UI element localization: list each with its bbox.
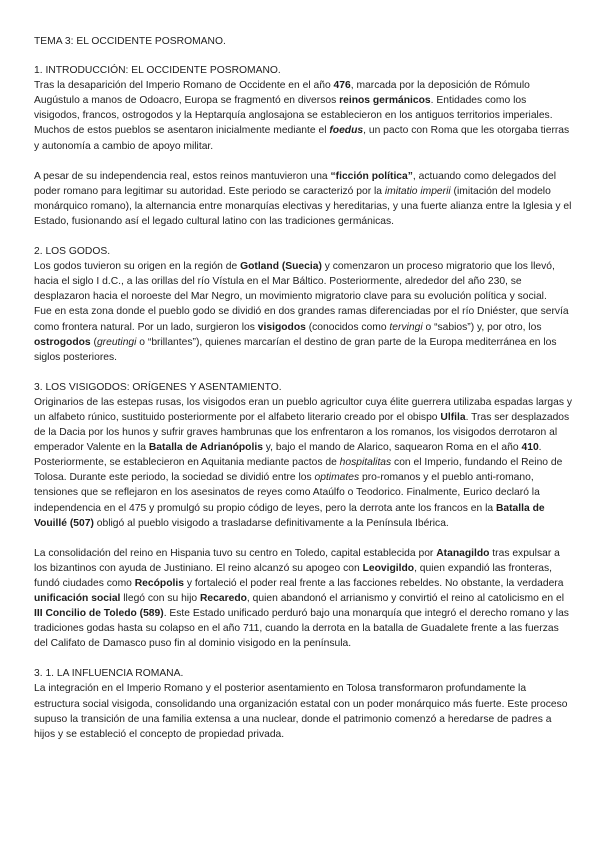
document-title: TEMA 3: EL OCCIDENTE POSROMANO. bbox=[34, 36, 226, 47]
section-heading-introduccion: 1. INTRODUCCIÓN: EL OCCIDENTE POSROMANO. bbox=[34, 65, 281, 77]
paragraph: La consolidación del reino en Hispania tuvo su centro en Toledo, capital establecida por Atanagildo tras expulsar a los bizantinos con ayuda de Justiniano. El reino alcanzó su apogeo con Leovigildo, quien expandió las fronteras, fundó ciudades como Recópolis y fortaleció el poder real frente a las facciones rebeldes. No obstante, la verdadera unificación social llegó con su hijo Recaredo, quien abandonó el arrianismo y convirtió el reino al catolicismo en el III Concilio de Toledo (589). Este Estado unificado perduró bajo una monarquía que integró el derecho romano y las tradiciones godas hasta su colapso en el año 711, cuando la derrota en la batalla de Guadalete frente a las fuerzas del Califato de Damasco puso fin al dominio visigodo en la península. bbox=[34, 547, 569, 650]
paragraph: La integración en el Imperio Romano y el posterior asentamiento en Tolosa transformaron profundamente la estructura social visigoda, consolidando una organización estatal con un poder monárquico más fuerte. Este proceso supuso la transición de una familia extensa a una nuclear, donde el patrimonio comenzó a heredarse de padres a hijos y se estableció el concepto de propiedad privada. bbox=[34, 683, 568, 740]
paragraph: Fue en esta zona donde el pueblo godo se dividió en dos grandes ramas diferenciadas por el río Dniéster, que servía como frontera natural. Por un lado, surgieron los visigodos (conocidos como tervingi o “sabios”) y, por otro, los ostrogodos (greutingi o “brillantes”), quienes marcarían el destino de gran parte de la Europa mediterránea en los siglos posteriores. bbox=[34, 306, 569, 363]
paragraph: Los godos tuvieron su origen en la región de Gotland (Suecia) y comenzaron un proceso migratorio que los llevó, hacia el siglo I d.C., a las orillas del río Vístula en el Mar Báltico. Posteriormente, alrededor del año 230, se desplazaron hacia el noroeste del Mar Negro, un movimiento migratorio clave para su evolución política y social. bbox=[34, 261, 555, 303]
paragraph: Originarios de las estepas rusas, los visigodos eran un pueblo agricultor cuya élite guerrera utilizaba espadas largas y un alfabeto rúnico, sustituido posteriormente por el alfabeto literario creado por el obispo Ulfila. Tras ser desplazados de la Dacia por los hunos y sufrir graves hambrunas que los enfrentaron a los romanos, los visigodos derrotaron al emperador Valente en la Batalla de Adrianópolis y, bajo el mando de Alarico, saquearon Roma en el año 410. Posteriormente, se establecieron en Aquitania mediante pactos de hospitalitas con el Imperio, fundando el Reino de Tolosa. Durante este periodo, la sociedad se dividió entre los optimates pro-romanos y el pueblo anti-romano, tensiones que se reflejaron en los asesinatos de reyes como Ataúlfo o Teodorico. Finalmente, Eurico declaró la independencia en el 475 y promulgó su propio código de leyes, pero la derrota ante los francos en la Batalla de Vouillé (507) obligó al pueblo visigodo a trasladarse definitivamente a la Península Ibérica. bbox=[34, 396, 573, 529]
section-heading-visigodos: 3. LOS VISIGODOS: ORÍGENES Y ASENTAMIENTO. bbox=[34, 381, 282, 393]
section-heading-influencia-romana: 3. 1. LA INFLUENCIA ROMANA. bbox=[34, 668, 184, 680]
paragraph: Tras la desaparición del Imperio Romano de Occidente en el año 476, marcada por la deposición de Rómulo Augústulo a manos de Odoacro, Europa se fragmentó en diversos reinos germánicos. Entidades como los visigodos, francos, ostrogodos y la Heptarquía anglosajona se establecieron en los antiguos territorios imperiales. Muchos de estos pueblos se asentaron inicialmente mediante el foedus, un pacto con Roma que les otorgaba tierras y autonomía a cambio de apoyo militar. bbox=[34, 80, 570, 152]
paragraph: A pesar de su independencia real, estos reinos mantuvieron una “ficción política”, actuando como delegados del poder romano para legitimar su autoridad. Este periodo se caracterizó por la imitatio imperii (imitación del modelo monárquico romano), la alternancia entre monarquías electivas y hereditarias, y una fuerte alianza entre la Iglesia y el Estado, fusionando así el legado cultural latino con las tradiciones germánicas. bbox=[34, 170, 572, 227]
section-heading-los-godos: 2. LOS GODOS. bbox=[34, 246, 111, 258]
